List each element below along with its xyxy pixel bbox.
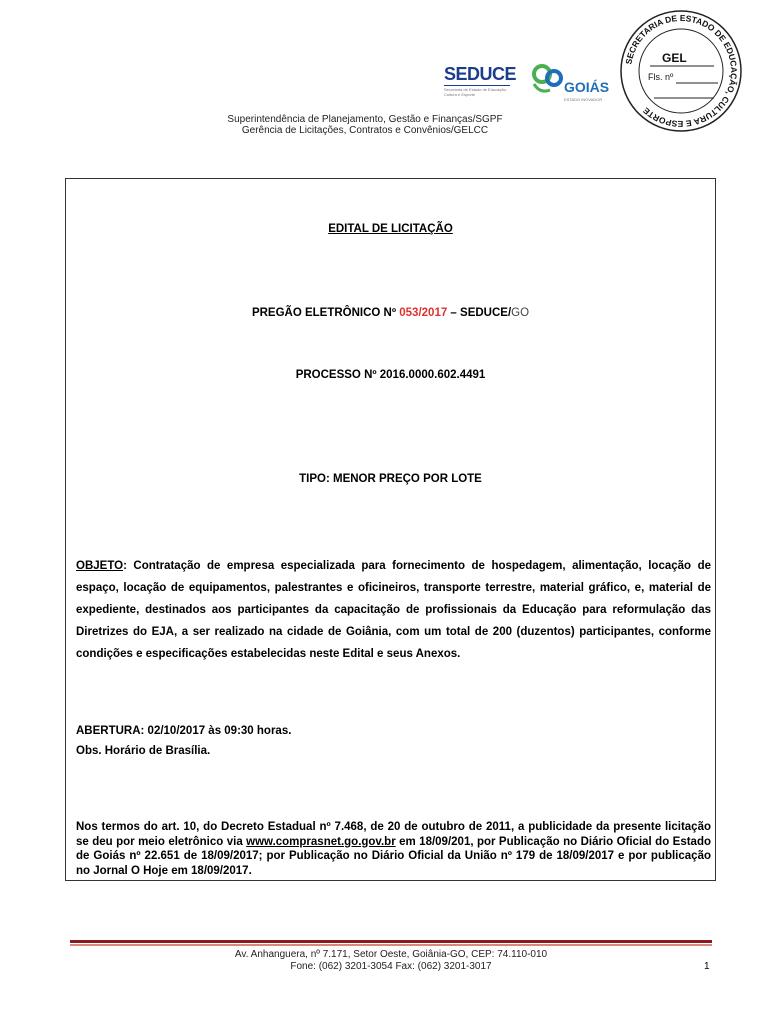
- seduce-logo: [444, 64, 517, 104]
- termos-pre: Nos termos do art. 10, do Decreto Estadual nº 7.468, de 20 de outubro de 2011, a publicidade da presente licitação se deu por meio eletrônico via: [76, 821, 711, 848]
- pregao-uf: GO: [511, 307, 530, 319]
- abertura-line: ABERTURA: 02/10/2017 às 09:30 horas.: [76, 725, 292, 737]
- goias-logo-mark: [528, 62, 614, 104]
- seduce-logo-tagline: Secretaria de Estado de Educação, Cultura e Esporte: [444, 87, 507, 97]
- processo-line: PROCESSO Nº 2016.0000.602.4491: [295, 369, 486, 381]
- goias-logo-tagline: ESTADO INOVADOR: [564, 97, 603, 102]
- header-logos: [444, 62, 614, 104]
- pregao-prefix: PREGÃO ELETRÔNICO Nº: [251, 307, 400, 319]
- pregao-number: 053/2017: [399, 307, 448, 319]
- abertura-block: [76, 721, 711, 761]
- tipo-line: TIPO: MENOR PREÇO POR LOTE: [299, 473, 482, 485]
- objeto-text: : Contratação de empresa especializada para fornecimento de hospedagem, alimentação, locação de espaço, locação de equipamentos, palestrantes e oficineiros, transporte terrestre, material gráfico, e, material de expediente, destinados aos participantes da capacitação de profissionais da Educação para reformulação das Diretrizes do EJA, a ser realizado na cidade de Goiânia, com um total de 200 (duzentos) participantes, conforme condições e especificações estabelecidas neste Edital e seus Anexos.: [76, 560, 711, 660]
- objeto-paragraph: [76, 555, 711, 665]
- stamp-ring-text: SECRETARIA DE ESTADO DE EDUCAÇÃO, CULTURA E ESPORTE: [623, 12, 740, 130]
- objeto-label: OBJETO: [76, 560, 124, 572]
- goias-logo: [528, 62, 614, 104]
- stamp-label: GEL: [662, 51, 687, 65]
- footer-rule: [70, 940, 712, 943]
- termos-post: em 18/09/201, por Publicação no Diário Oficial do Estado de Goiás nº 22.651 de 18/09/2017; por Publicação no Diário Oficial da União nº 179 de 18/09/2017 e por publicação no Jornal O Hoje em 18/09/2017.: [76, 835, 711, 877]
- stamp-fls: Fls. nº: [648, 72, 674, 82]
- edital-box: [65, 178, 716, 881]
- document-title: EDITAL DE LICITAÇÃO: [328, 223, 453, 235]
- obs-line: Obs. Horário de Brasília.: [76, 745, 211, 757]
- page-number: 1: [704, 961, 710, 972]
- pregao-line: [66, 307, 715, 319]
- header-line-1: Superintendência de Planejamento, Gestão e Finanças/SGPF: [227, 114, 503, 125]
- footer-phones: Fone: (062) 3201-3054 Fax: (062) 3201-3017: [290, 961, 492, 972]
- footer-rule-shadow: [70, 944, 712, 946]
- header-line-2: Gerência de Licitações, Contratos e Convênios/GELCC: [241, 125, 489, 136]
- footer-address: Av. Anhanguera, nº 7.171, Setor Oeste, Goiânia-GO, CEP: 74.110-010: [234, 949, 548, 960]
- pregao-suffix: – SEDUCE/: [447, 307, 512, 319]
- seduce-logo-text: SEDUCE: [444, 64, 517, 84]
- comprasnet-link[interactable]: www.comprasnet.go.gov.br: [246, 835, 396, 848]
- goias-logo-text: GOIÁS: [564, 79, 610, 95]
- svg-text:SECRETARIA DE ESTADO DE EDUCAÇ: [623, 13, 739, 129]
- termos-paragraph: [76, 820, 711, 878]
